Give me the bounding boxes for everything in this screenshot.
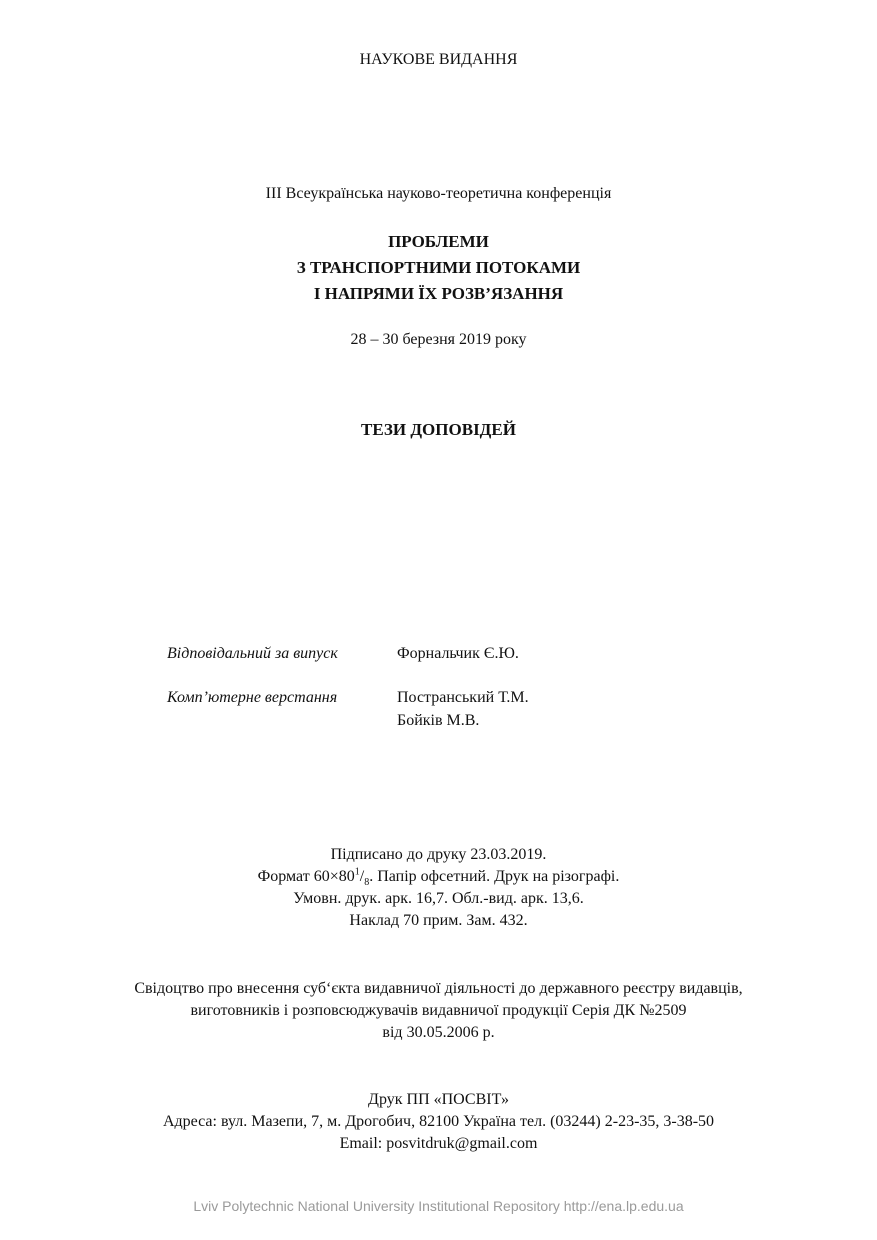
- certificate-line-1: Свідоцтво про внесення суб‘єкта видавничої діяльності до державного реєстру видавців,: [134, 980, 743, 997]
- title-line-3: І НАПРЯМИ ЇХ РОЗВ’ЯЗАННЯ: [313, 284, 564, 303]
- publication-type: НАУКОВЕ ВИДАННЯ: [359, 51, 518, 68]
- title-line-1: ПРОБЛЕМИ: [388, 232, 489, 251]
- printer-name: Друк ПП «ПОСВІТ»: [368, 1091, 509, 1108]
- format-subscript: 8: [364, 877, 370, 889]
- format-suffix: . Папір офсетний. Друк на різографі.: [369, 868, 620, 885]
- format-superscript: 1: [354, 866, 360, 878]
- layout-name-1: Постранський Т.М.: [397, 689, 529, 706]
- editor-name: Форнальчик Є.Ю.: [397, 645, 519, 662]
- printer-address: Адреса: вул. Мазепи, 7, м. Дрогобич, 82100 Україна тел. (03244) 2-23-35, 3-38-50: [162, 1113, 715, 1130]
- editor-label: Відповідальний за випуск: [167, 645, 338, 662]
- repository-footer: Lviv Polytechnic National University Institutional Repository http://ena.lp.edu.ua: [193, 1198, 684, 1214]
- printer-email: Email: posvitdruk@gmail.com: [339, 1135, 538, 1152]
- document-subtitle: ТЕЗИ ДОПОВІДЕЙ: [361, 420, 516, 439]
- layout-name-2: Бойків М.В.: [397, 712, 480, 729]
- print-sheets: Умовн. друк. арк. 16,7. Обл.-вид. арк. 13,6.: [293, 890, 584, 907]
- print-format: Формат $60\times 80^1/_8$. Папір офсетний. Друк на різографі.: [257, 866, 620, 889]
- layout-label: Комп’ютерне верстання: [167, 689, 338, 706]
- conference-name: ІІІ Всеукраїнська науково-теоретична конференція: [265, 185, 612, 202]
- format-prefix: Формат 60×80: [257, 868, 355, 885]
- title-line-2: З ТРАНСПОРТНИМИ ПОТОКАМИ: [296, 258, 581, 277]
- print-run: Наклад 70 прим. Зам. 432.: [349, 912, 528, 929]
- print-signed: Підписано до друку 23.03.2019.: [330, 846, 547, 863]
- conference-dates: 28 – 30 березня 2019 року: [350, 331, 527, 348]
- certificate-line-3: від 30.05.2006 р.: [382, 1024, 495, 1041]
- certificate-line-2: виготовників і розповсюджувачів видавничої продукції Серія ДК №2509: [190, 1002, 687, 1019]
